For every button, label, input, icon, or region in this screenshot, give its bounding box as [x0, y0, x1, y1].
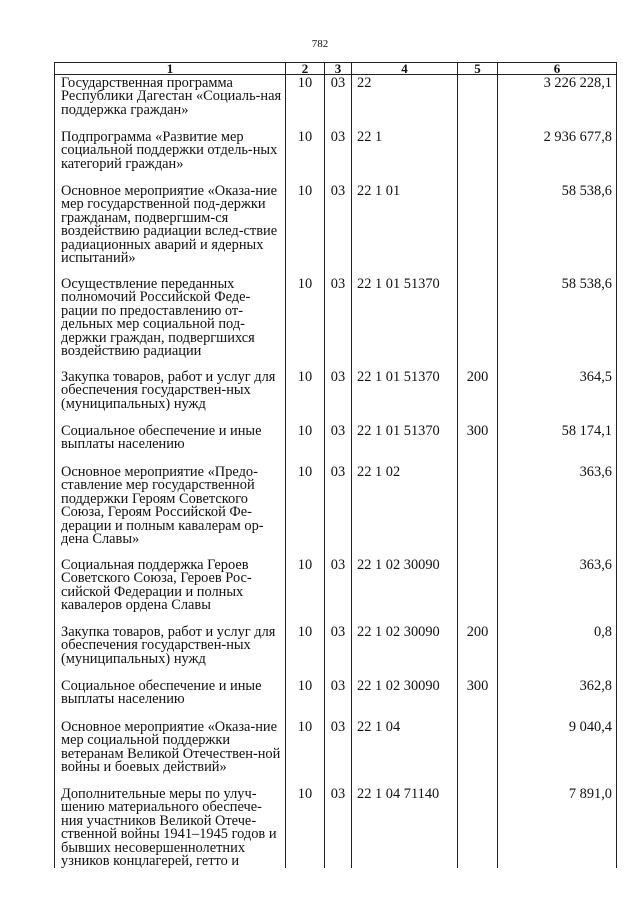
row-col-3: 03 [325, 557, 352, 624]
row-col-4: 22 1 02 [352, 464, 458, 557]
table-row [55, 423, 617, 464]
table-row [55, 129, 617, 183]
row-col-2: 10 [286, 719, 325, 786]
table-row [55, 678, 617, 719]
row-col-4: 22 1 [352, 129, 458, 183]
row-name: Осуществление переданных полномочий Российской Феде-рации по предоставлению от-дельных мер социальной под-держки граждан, подвергшихся воздействию радиации [55, 276, 286, 369]
row-name: Основное мероприятие «Оказа-ние мер социальной поддержки ветеранам Великой Отечествен-ной войны и боевых действий» [55, 719, 286, 786]
row-col-2: 10 [286, 557, 325, 624]
page-number: 782 [311, 38, 329, 50]
row-col-2: 10 [286, 369, 325, 423]
row-col-2: 10 [286, 129, 325, 183]
row-name: Социальное обеспечение и иные выплаты населению [55, 423, 286, 464]
table-header-row [55, 63, 617, 75]
row-col-4: 22 1 04 71140 [352, 786, 458, 868]
row-col-6: 58 538,6 [498, 183, 617, 276]
row-col-5 [458, 276, 498, 369]
row-name: Основное мероприятие «Предо-ставление мер государственной поддержки Героям Советского Союза, Героям Российской Фе-дерации и полным кавалерам ор-дена Славы» [55, 464, 286, 557]
column-header-4: 4 [352, 63, 458, 75]
row-col-3: 03 [325, 786, 352, 868]
column-header-6: 6 [498, 63, 617, 75]
row-col-5 [458, 464, 498, 557]
row-col-5: 300 [458, 678, 498, 719]
row-col-4: 22 [352, 75, 458, 130]
column-header-3: 3 [325, 63, 352, 75]
table-row [55, 276, 617, 369]
row-col-6: 58 174,1 [498, 423, 617, 464]
row-col-5 [458, 129, 498, 183]
table-row [55, 786, 617, 868]
row-col-3: 03 [325, 678, 352, 719]
row-col-6: 3 226 228,1 [498, 75, 617, 130]
row-col-5: 200 [458, 624, 498, 678]
table-row [55, 719, 617, 786]
row-col-6: 363,6 [498, 557, 617, 624]
row-col-5 [458, 786, 498, 868]
row-col-2: 10 [286, 183, 325, 276]
row-col-4: 22 1 01 51370 [352, 369, 458, 423]
row-col-3: 03 [325, 75, 352, 130]
row-name: Социальное обеспечение и иные выплаты населению [55, 678, 286, 719]
row-col-6: 58 538,6 [498, 276, 617, 369]
column-header-2: 2 [286, 63, 325, 75]
row-col-2: 10 [286, 624, 325, 678]
row-col-5: 200 [458, 369, 498, 423]
table-row [55, 183, 617, 276]
row-name: Закупка товаров, работ и услуг для обеспечения государствен-ных (муниципальных) нужд [55, 369, 286, 423]
row-col-6: 0,8 [498, 624, 617, 678]
column-header-5: 5 [458, 63, 498, 75]
row-col-3: 03 [325, 369, 352, 423]
row-col-4: 22 1 02 30090 [352, 624, 458, 678]
row-col-4: 22 1 02 30090 [352, 678, 458, 719]
row-col-4: 22 1 04 [352, 719, 458, 786]
row-col-6: 363,6 [498, 464, 617, 557]
row-col-4: 22 1 01 [352, 183, 458, 276]
row-col-2: 10 [286, 678, 325, 719]
row-col-2: 10 [286, 464, 325, 557]
row-col-4: 22 1 02 30090 [352, 557, 458, 624]
row-col-3: 03 [325, 183, 352, 276]
row-name: Дополнительные меры по улуч-шению материального обеспече-ния участников Великой Отече-ственной войны 1941–1945 годов и бывших несовершеннолетних узников концлагерей, гетто и [55, 786, 286, 868]
row-col-6: 362,8 [498, 678, 617, 719]
table-row [55, 369, 617, 423]
row-col-5 [458, 75, 498, 130]
row-name: Социальная поддержка Героев Советского Союза, Героев Рос-сийской Федерации и полных кавалеров ордена Славы [55, 557, 286, 624]
row-name: Государственная программа Республики Дагестан «Социаль-ная поддержка граждан» [55, 75, 286, 130]
row-col-2: 10 [286, 75, 325, 130]
table-row [55, 557, 617, 624]
row-col-3: 03 [325, 129, 352, 183]
row-col-6: 364,5 [498, 369, 617, 423]
row-name: Подпрограмма «Развитие мер социальной поддержки отдель-ных категорий граждан» [55, 129, 286, 183]
row-name: Закупка товаров, работ и услуг для обеспечения государствен-ных (муниципальных) нужд [55, 624, 286, 678]
row-col-2: 10 [286, 423, 325, 464]
row-col-5: 300 [458, 423, 498, 464]
row-col-2: 10 [286, 276, 325, 369]
row-col-4: 22 1 01 51370 [352, 423, 458, 464]
row-col-6: 2 936 677,8 [498, 129, 617, 183]
row-col-3: 03 [325, 464, 352, 557]
table-row [55, 624, 617, 678]
row-col-2: 10 [286, 786, 325, 868]
table-row [55, 75, 617, 130]
row-col-6: 7 891,0 [498, 786, 617, 868]
row-name: Основное мероприятие «Оказа-ние мер государственной под-держки гражданам, подвергшим-ся воздействию радиации вслед-ствие радиационных аварий и ядерных испытаний» [55, 183, 286, 276]
row-col-5 [458, 719, 498, 786]
row-col-4: 22 1 01 51370 [352, 276, 458, 369]
row-col-5 [458, 183, 498, 276]
row-col-6: 9 040,4 [498, 719, 617, 786]
budget-table [54, 62, 617, 868]
row-col-3: 03 [325, 719, 352, 786]
table-row [55, 464, 617, 557]
row-col-3: 03 [325, 624, 352, 678]
column-header-1: 1 [55, 63, 286, 75]
row-col-3: 03 [325, 423, 352, 464]
row-col-3: 03 [325, 276, 352, 369]
row-col-5 [458, 557, 498, 624]
